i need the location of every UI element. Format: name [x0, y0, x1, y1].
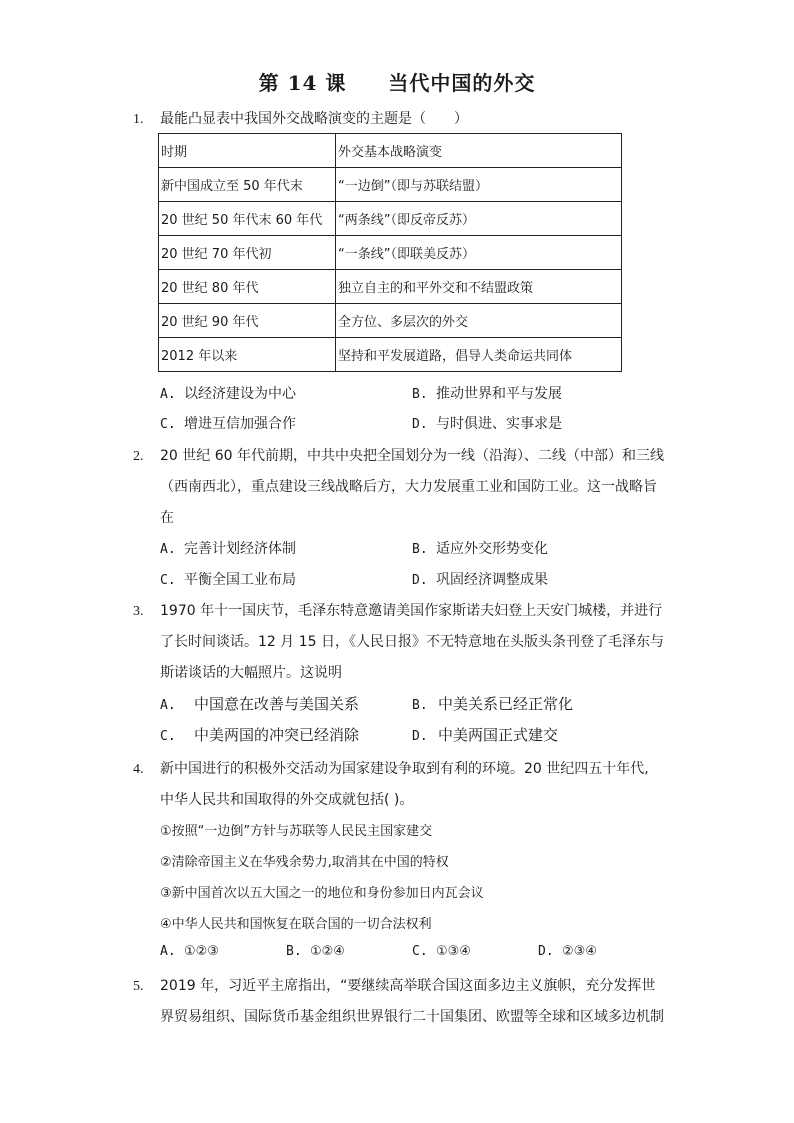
- question-3-option-b[interactable]: [412, 693, 573, 714]
- question-4-option-b[interactable]: [286, 944, 345, 959]
- question-2-option-c[interactable]: [160, 569, 296, 589]
- question-1-option-a[interactable]: [160, 383, 296, 403]
- table-header-row: [159, 134, 622, 168]
- option-label: A.: [160, 944, 176, 959]
- question-1-number: 1.: [133, 112, 144, 127]
- option-label: B.: [412, 698, 428, 713]
- option-label: A.: [160, 387, 176, 402]
- strategy-table: [158, 133, 622, 372]
- option-label: D.: [412, 573, 428, 588]
- option-text: 中美两国的冲突已经消除: [194, 726, 360, 744]
- question-4-option-d[interactable]: [538, 944, 597, 959]
- question-4-option-a[interactable]: [160, 944, 219, 959]
- question-3-option-c[interactable]: [160, 724, 359, 745]
- question-1-option-b[interactable]: [412, 383, 562, 403]
- table-cell-period: 20 世纪 70 年代初: [159, 236, 336, 270]
- option-text: 中美两国正式建交: [438, 726, 559, 744]
- question-3-stem-line: 斯诺谈话的大幅照片。这说明: [160, 665, 342, 681]
- question-4-option-c[interactable]: [412, 944, 471, 959]
- table-cell-period: 20 世纪 50 年代末 60 年代: [159, 202, 336, 236]
- table-cell-strategy: 坚持和平发展道路，倡导人类命运共同体: [336, 338, 622, 372]
- question-5-number: 5.: [133, 979, 144, 994]
- question-4-statement: ③新中国首次以五大国之一的地位和身份参加日内瓦会议: [160, 886, 484, 901]
- question-5-stem-line: 2019 年，习近平主席指出，“要继续高举联合国这面多边主义旗帜，充分发挥世: [160, 978, 656, 994]
- option-text: 中美关系已经正常化: [438, 695, 574, 713]
- option-label: C.: [412, 944, 428, 959]
- question-4-number: 4.: [133, 762, 144, 777]
- page-title: 第 14 课 当代中国的外交: [258, 71, 536, 95]
- option-label: B.: [412, 387, 428, 402]
- option-text: ①②④: [310, 944, 345, 959]
- option-text: ①③④: [436, 944, 471, 959]
- option-text: ①②③: [184, 944, 219, 959]
- question-2-number: 2.: [133, 449, 144, 464]
- table-cell-period: 20 世纪 90 年代: [159, 304, 336, 338]
- table-cell-strategy: “两条线”（即反帝反苏）: [336, 202, 622, 236]
- question-2-stem-line: 20 世纪 60 年代前期，中共中央把全国划分为一线（沿海）、二线（中部）和三线: [160, 448, 664, 464]
- question-4-statement: ①按照“一边倒”方针与苏联等人民民主国家建交: [160, 824, 433, 839]
- option-label: A.: [160, 542, 176, 557]
- table-cell-strategy: 独立自主的和平外交和不结盟政策: [336, 270, 622, 304]
- option-text: 完善计划经济体制: [184, 541, 296, 557]
- option-label: D.: [538, 944, 554, 959]
- option-label: B.: [286, 944, 302, 959]
- question-3-stem-line: 1970 年十一国庆节，毛泽东特意邀请美国作家斯诺夫妇登上天安门城楼，并进行: [160, 603, 663, 619]
- table-cell-period: 新中国成立至 50 年代末: [159, 168, 336, 202]
- question-4-statement: ④中华人民共和国恢复在联合国的一切合法权利: [160, 917, 432, 932]
- option-text: 适应外交形势变化: [436, 541, 548, 557]
- table-row: [159, 202, 622, 236]
- question-3-option-a[interactable]: [160, 693, 359, 714]
- option-label: C.: [160, 417, 176, 432]
- option-text: 以经济建设为中心: [184, 386, 296, 402]
- option-text: 与时俱进、实事求是: [436, 416, 562, 432]
- question-3-number: 3.: [133, 604, 144, 619]
- question-1-option-d[interactable]: [412, 413, 562, 433]
- option-text: 巩固经济调整成果: [436, 572, 548, 588]
- table-row: [159, 168, 622, 202]
- option-text: 中国意在改善与美国关系: [194, 695, 360, 713]
- option-label: C.: [160, 573, 176, 588]
- question-3-stem-line: 了长时间谈话。12 月 15 日，《人民日报》不无特意地在头版头条刊登了毛泽东与: [160, 634, 664, 650]
- option-text: 推动世界和平与发展: [436, 386, 562, 402]
- option-label: D.: [412, 417, 428, 432]
- question-1-stem: 最能凸显表中我国外交战略演变的主题是（ ）: [160, 111, 468, 127]
- option-label: C.: [160, 729, 176, 744]
- table-row: [159, 304, 622, 338]
- table-cell-strategy: 全方位、多层次的外交: [336, 304, 622, 338]
- question-2-option-d[interactable]: [412, 569, 548, 589]
- option-text: 增进互信加强合作: [184, 416, 296, 432]
- table-cell-strategy: “一边倒”（即与苏联结盟）: [336, 168, 622, 202]
- question-2-stem-line: （西南西北），重点建设三线战略后方，大力发展重工业和国防工业。这一战略旨: [160, 479, 657, 495]
- table-row: [159, 338, 622, 372]
- question-1-option-c[interactable]: [160, 413, 296, 433]
- table-cell-period: 2012 年以来: [159, 338, 336, 372]
- option-label: B.: [412, 542, 428, 557]
- question-2-stem-line: 在: [160, 510, 174, 526]
- option-text: 平衡全国工业布局: [184, 572, 296, 588]
- question-4-statement: ②清除帝国主义在华残余势力,取消其在中国的特权: [160, 855, 449, 870]
- table-header-cell: 外交基本战略演变: [336, 134, 622, 168]
- question-2-option-a[interactable]: [160, 538, 296, 558]
- question-4-stem-line: 中华人民共和国取得的外交成就包括( )。: [160, 792, 414, 808]
- option-label: D.: [412, 729, 428, 744]
- table-header-cell: 时期: [159, 134, 336, 168]
- question-2-option-b[interactable]: [412, 538, 548, 558]
- question-3-option-d[interactable]: [412, 724, 558, 745]
- option-label: A.: [160, 698, 176, 713]
- table-row: [159, 236, 622, 270]
- table-cell-period: 20 世纪 80 年代: [159, 270, 336, 304]
- question-5-stem-line: 界贸易组织、国际货币基金组织世界银行二十国集团、欧盟等全球和区域多边机制: [160, 1009, 664, 1025]
- table-row: [159, 270, 622, 304]
- question-4-stem-line: 新中国进行的积极外交活动为国家建设争取到有利的环境。20 世纪四五十年代,: [160, 761, 649, 777]
- table-cell-strategy: “一条线”（即联美反苏）: [336, 236, 622, 270]
- option-text: ②③④: [562, 944, 597, 959]
